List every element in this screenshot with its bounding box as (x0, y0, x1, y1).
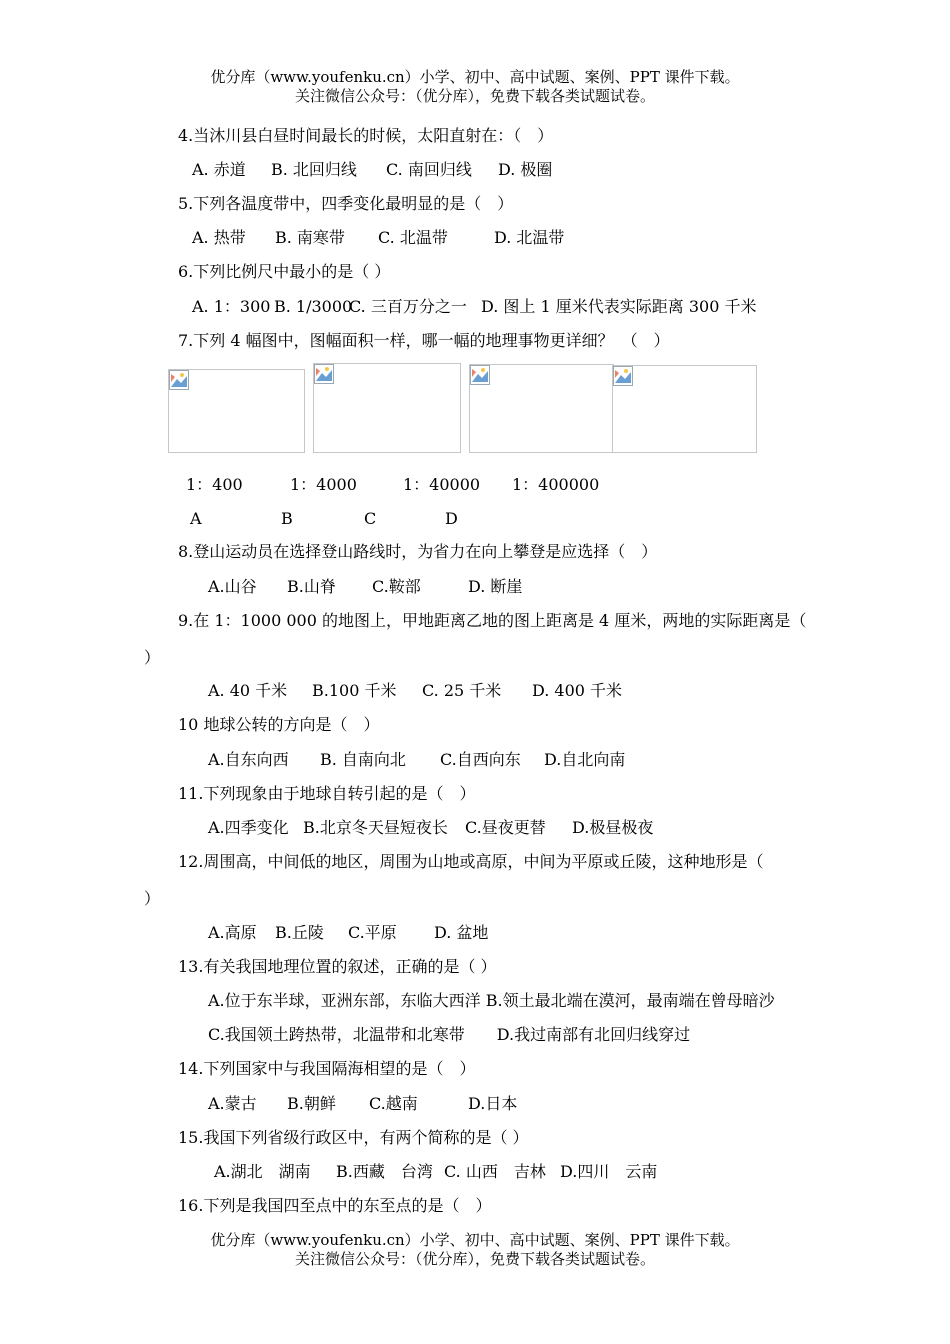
q4-option-b: B. 北回归线 (271, 160, 357, 179)
q7-scale-d: 1：400000 (512, 475, 600, 494)
q13-options-line-2: C.我国领土跨热带，北温带和北寒带 D.我过南部有北回归线穿过 (208, 1025, 691, 1044)
broken-image-icon (314, 364, 334, 384)
q10-stem: 10 地球公转的方向是（ ） (178, 715, 380, 734)
map-figure-b (313, 363, 461, 453)
q15-option-b: B.西藏 台湾 (336, 1162, 433, 1181)
q9-option-a: A. 40 千米 (208, 681, 288, 700)
q12-stem-end: ） (144, 889, 161, 908)
q12-option-c: C.平原 (348, 923, 397, 942)
q7-letter-d: D (445, 509, 458, 528)
q15-option-d: D.四川 云南 (560, 1162, 658, 1181)
q7-letter-a: A (190, 509, 202, 528)
q6-option-b: B. 1/3000 (274, 297, 353, 316)
q11-option-a: A.四季变化 (208, 818, 289, 837)
q14-stem: 14.下列国家中与我国隔海相望的是（ ） (178, 1059, 476, 1078)
q13-options-line-1: A.位于东半球，亚洲东部，东临大西洋 B.领土最北端在漠河，最南端在曾母暗沙 (208, 991, 775, 1010)
q15-option-a: A.湖北 湖南 (214, 1162, 311, 1181)
q4-option-c: C. 南回归线 (386, 160, 472, 179)
q5-option-b: B. 南寒带 (275, 228, 345, 247)
q15-option-c: C. 山西 吉林 (444, 1162, 546, 1181)
q9-stem-end: ） (144, 648, 161, 667)
q4-option-d: D. 极圈 (498, 160, 553, 179)
q13-stem: 13.有关我国地理位置的叙述，正确的是（ ） (178, 957, 497, 976)
map-figure-c (469, 364, 614, 453)
q6-stem: 6.下列比例尺中最小的是（ ） (178, 262, 391, 281)
q8-option-c: C.鞍部 (372, 577, 421, 596)
q4-stem: 4.当沐川县白昼时间最长的时候，太阳直射在：（ ） (178, 126, 554, 145)
q14-option-c: C.越南 (369, 1094, 418, 1113)
q7-letter-b: B (281, 509, 293, 528)
q11-option-c: C.昼夜更替 (465, 818, 546, 837)
q9-option-d: D. 400 千米 (532, 681, 623, 700)
q8-option-a: A.山谷 (208, 577, 257, 596)
q7-scale-a: 1：400 (186, 475, 243, 494)
broken-image-icon (169, 370, 189, 390)
q7-scale-b: 1：4000 (290, 475, 357, 494)
q10-option-d: D.自北向南 (544, 750, 626, 769)
q14-option-a: A.蒙古 (208, 1094, 257, 1113)
q5-option-d: D. 北温带 (494, 228, 565, 247)
q12-option-a: A.高原 (208, 923, 257, 942)
q16-stem: 16.下列是我国四至点中的东至点的是（ ） (178, 1196, 492, 1215)
q10-option-b: B. 自南向北 (320, 750, 406, 769)
q4-option-a: A. 赤道 (192, 160, 246, 179)
header-line-1: 优分库（www.youfenku.cn）小学、初中、高中试题、案例、PPT 课件下载。 (210, 68, 740, 86)
q6-option-c: C. 三百万分之一 (349, 297, 467, 316)
q11-stem: 11.下列现象由于地球自转引起的是（ ） (178, 784, 476, 803)
q5-option-a: A. 热带 (192, 228, 246, 247)
q10-option-a: A.自东向西 (208, 750, 289, 769)
footer-line-2: 关注微信公众号：（优分库），免费下载各类试题试卷。 (294, 1250, 655, 1268)
q8-stem: 8.登山运动员在选择登山路线时，为省力在向上攀登是应选择（ ） (178, 542, 658, 561)
q14-option-b: B.朝鲜 (287, 1094, 336, 1113)
q11-option-d: D.极昼极夜 (572, 818, 654, 837)
q9-stem: 9.在 1：1000 000 的地图上，甲地距离乙地的图上距离是 4 厘米，两地的实际距离是（ (178, 611, 807, 630)
q10-option-c: C.自西向东 (440, 750, 521, 769)
broken-image-icon (613, 366, 633, 386)
q5-stem: 5.下列各温度带中，四季变化最明显的是（ ） (178, 194, 514, 213)
q7-stem: 7.下列 4 幅图中，图幅面积一样，哪一幅的地理事物更详细？ （ ） (178, 331, 670, 350)
header-line-2: 关注微信公众号：（优分库），免费下载各类试题试卷。 (294, 87, 655, 105)
q14-option-d: D.日本 (468, 1094, 518, 1113)
map-figure-d (612, 365, 757, 453)
q6-option-a: A. 1：300 (192, 297, 271, 316)
broken-image-icon (470, 365, 490, 385)
q9-option-b: B.100 千米 (312, 681, 397, 700)
q5-option-c: C. 北温带 (378, 228, 448, 247)
q8-option-d: D. 断崖 (468, 577, 523, 596)
q8-option-b: B.山脊 (287, 577, 336, 596)
q7-scale-c: 1：40000 (403, 475, 481, 494)
q6-option-d: D. 图上 1 厘米代表实际距离 300 千米 (481, 297, 757, 316)
q12-option-d: D. 盆地 (434, 923, 489, 942)
q12-stem: 12.周围高，中间低的地区，周围为山地或高原，中间为平原或丘陵，这种地形是（ (178, 852, 764, 871)
q9-option-c: C. 25 千米 (422, 681, 502, 700)
footer-line-1: 优分库（www.youfenku.cn）小学、初中、高中试题、案例、PPT 课件下载。 (210, 1231, 740, 1249)
q15-stem: 15.我国下列省级行政区中，有两个简称的是（ ） (178, 1128, 529, 1147)
page-header (0, 68, 950, 106)
q7-letter-c: C (364, 509, 377, 528)
q12-option-b: B.丘陵 (275, 923, 324, 942)
page-footer (0, 1231, 950, 1269)
map-figure-a (168, 369, 305, 453)
q11-option-b: B.北京冬天昼短夜长 (303, 818, 448, 837)
